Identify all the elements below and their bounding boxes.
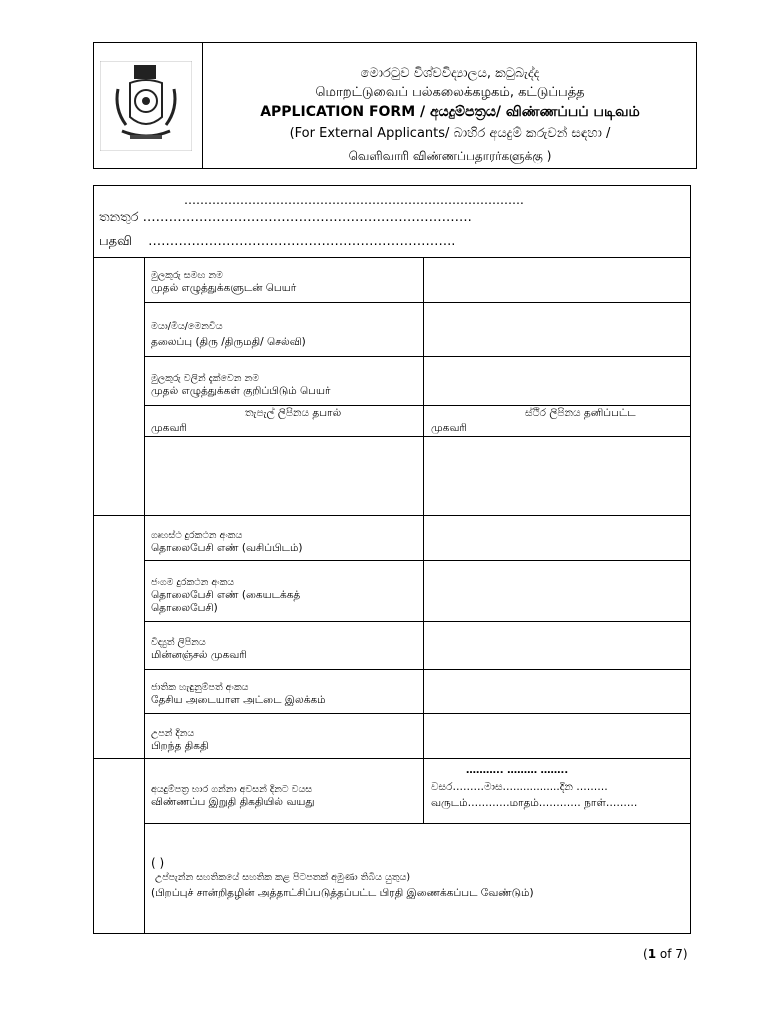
- label-ta: விண்ணப்ப இறுதி திகதியில் வயது: [151, 795, 315, 808]
- label-ta: தேசிய அடையாள அட்டை இலக்கம்: [151, 693, 326, 706]
- cert-note-ta: (பிறப்புச் சான்றிதழின் அத்தாட்சிப்படுத்தப்பட்ட பிரதி இணைக்கப்பட வேண்டும்): [151, 887, 534, 899]
- label-si: විද්‍යුත් ලිපිනය: [151, 637, 206, 648]
- label-postal-ta: முகவரி: [151, 422, 187, 434]
- header-line-title: APPLICATION FORM / අයදුම්පත්‍රය/ விண்ணப்பப் படிவம்: [260, 104, 640, 120]
- page-total: of 7): [656, 947, 688, 961]
- name-initials-field[interactable]: [424, 258, 690, 301]
- label-ta: தொலைபேசி எண் (கையடக்கத்: [151, 588, 301, 601]
- post-field-ta[interactable]: ……………………………………………………………..: [148, 234, 456, 249]
- label-si: අයදුම්පත්‍ර භාර ගන්නා අවසන් දිනට වයස: [151, 784, 313, 795]
- label-ta: தொலைபேசி எண் (வசிப்பிடம்): [151, 541, 303, 554]
- header-line-sinhala: මොරටුව විශ්වවිද්‍යාලය, කටුබැද්ද: [360, 66, 540, 81]
- label-ta: முதல் எழுத்துக்களுடன் பெயர்: [151, 281, 297, 294]
- row-divider: [93, 758, 691, 759]
- age-dots-row[interactable]: ……….. ……… ……..: [466, 765, 569, 776]
- title-field[interactable]: [424, 303, 690, 355]
- email-field[interactable]: [424, 622, 690, 668]
- row-divider: [144, 405, 691, 406]
- label-mobile: [151, 577, 300, 615]
- label-si: මයා/මිය/මෙනවිය: [151, 321, 223, 332]
- left-column-divider: [144, 257, 145, 934]
- label-age: [151, 784, 314, 809]
- age-si-row[interactable]: වසර………මාස…..............දින ………: [431, 781, 608, 793]
- permanent-address-field[interactable]: [424, 437, 690, 514]
- post-label-ta: பதவி: [99, 234, 132, 249]
- label-home-phone: [151, 530, 303, 555]
- label-ta: தலைப்பு (திரு /திருமதி/ செல்வி): [151, 335, 306, 348]
- post-dots-line: ………………………………………………………………………….: [184, 193, 524, 207]
- postal-address-field[interactable]: [145, 437, 422, 514]
- post-field-si[interactable]: ………………………………………………………………….: [142, 210, 472, 225]
- header-line-external: (For External Applicants/ බාහිර අයදුම් කරුවන් සඳහා /: [289, 126, 611, 141]
- home-phone-field[interactable]: [424, 516, 690, 559]
- label-name-initials: [151, 270, 296, 295]
- label-ta: தொலைபேசி): [151, 602, 218, 614]
- label-si: ජාතික හැඳුනුම්පත් අංකය: [151, 682, 249, 693]
- label-si: මුලකුරු වලින් දැක්වෙන නම: [151, 373, 260, 384]
- cert-paren-field[interactable]: ( ): [151, 856, 165, 870]
- label-dob: [151, 728, 209, 753]
- label-si: ජංගම දුරකථන අංකය: [151, 577, 235, 588]
- label-email: [151, 637, 247, 662]
- label-ta: பிறந்த திகதி: [151, 739, 209, 752]
- header-line-external-tamil: வெளிவாரி விண்ணப்பதாரர்களுக்கு ): [348, 149, 552, 163]
- label-si: මුලකුරු සමඟ නම: [151, 270, 223, 281]
- header-line-tamil: மொறட்டுவைப் பல்கலைக்கழகம், கட்டுப்பத்த: [315, 85, 585, 100]
- post-label-sinhala: [99, 210, 472, 225]
- nic-field[interactable]: [424, 670, 690, 712]
- dob-field[interactable]: [424, 714, 690, 757]
- label-permanent-si: ස්ථිර ලිපිනය தனிப்பட்ட: [525, 407, 636, 419]
- age-ta-row[interactable]: வருடம்…………மாதம்………… நாள்………: [431, 797, 638, 809]
- label-title: [151, 321, 306, 349]
- label-si: ගෘහස්ථ දුරකථන අංකය: [151, 530, 243, 541]
- page-current: 1: [647, 947, 657, 961]
- label-postal-si: තැපැල් ලිපිනය தபால்: [245, 407, 342, 419]
- university-crest-logo: [100, 61, 192, 151]
- row-divider: [144, 823, 691, 824]
- label-ta: முதல் எழுத்துக்கள் குறிப்பிடும் பெயர்: [151, 384, 331, 397]
- post-label-si: තනතුර: [99, 210, 139, 225]
- cert-note-si: උප්පැන්න සහතිකයේ සහතික කළ පිටපතක් අමුණා තිබිය යුතුය): [155, 872, 411, 883]
- page-number: [643, 947, 688, 961]
- label-name-denoted: [151, 373, 330, 398]
- post-label-tamil: [99, 234, 455, 250]
- label-si: උපන් දිනය: [151, 728, 195, 739]
- label-nic: [151, 682, 326, 707]
- mobile-field[interactable]: [424, 561, 690, 620]
- page-open: (: [643, 947, 648, 961]
- name-denoted-field[interactable]: [424, 357, 690, 404]
- label-permanent-ta: முகவரி: [431, 422, 467, 434]
- label-ta: மின்னஞ்சல் முகவரி: [151, 648, 247, 661]
- header-divider: [202, 42, 203, 169]
